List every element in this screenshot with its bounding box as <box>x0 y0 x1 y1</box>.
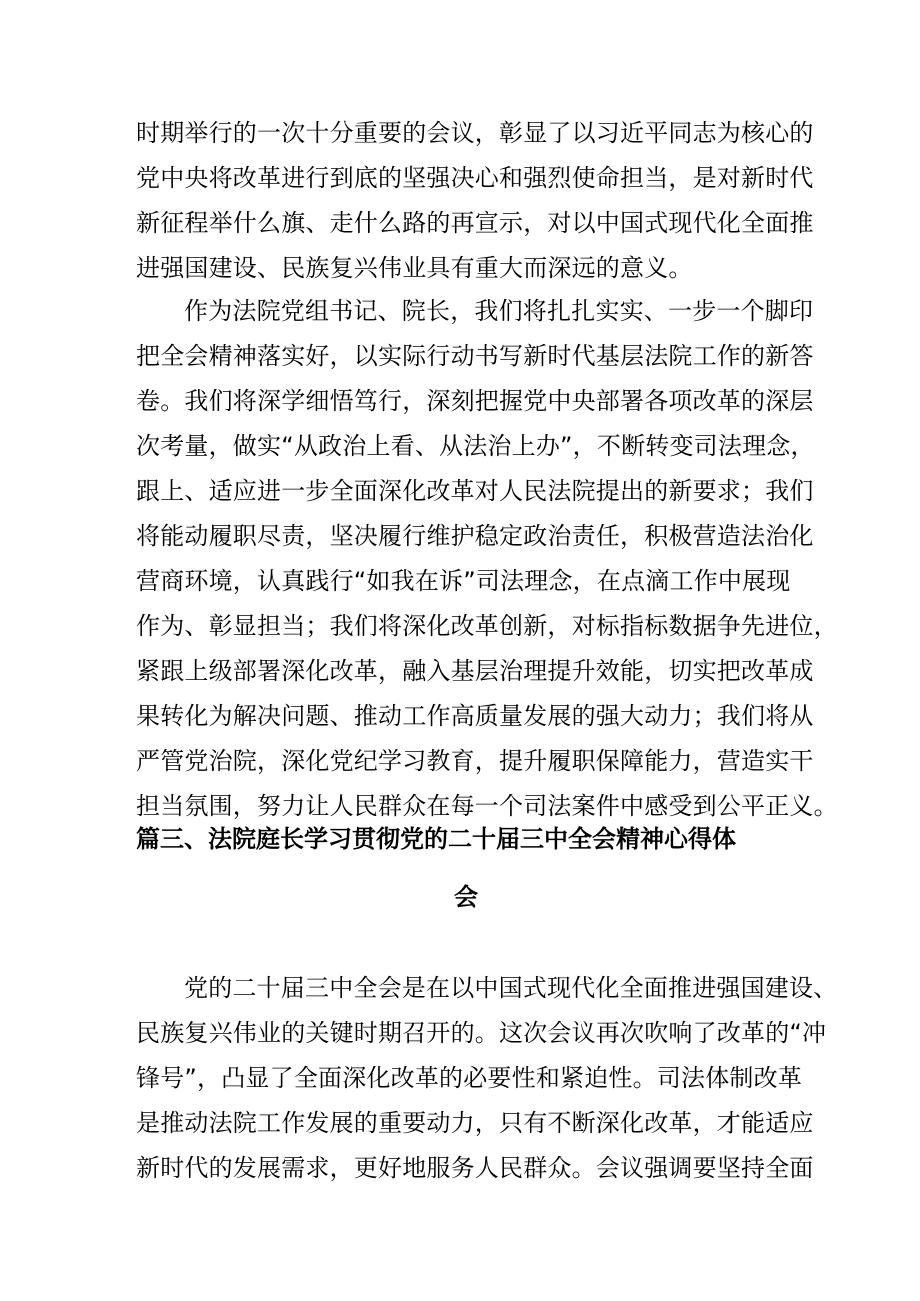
paragraph-line: 果转化为解决问题、推动工作高质量发展的强大动力；我们将从 <box>136 702 814 730</box>
paragraph-line: 新征程举什么旗、走什么路的再宣示，对以中国式现代化全面推 <box>136 209 814 237</box>
paragraph-line: 党中央将改革进行到底的坚强决心和强烈使命担当，是对新时代 <box>136 164 814 192</box>
paragraph-continuation <box>136 111 814 291</box>
paragraph-line: 卷。我们将深学细悟笃行，深刻把握党中央部署各项改革的深层 <box>136 387 814 415</box>
paragraph-line: 党的二十届三中全会是在以中国式现代化全面推进强国建设、 <box>184 974 838 1002</box>
paragraph-line: 作为、彰显担当；我们将深化改革创新，对标指标数据争先进位， <box>136 612 838 640</box>
paragraph-line: 是推动法院工作发展的重要动力，只有不断深化改革，才能适应 <box>136 1109 814 1137</box>
paragraph-line: 营商环境，认真践行“如我在诉”司法理念，在点滴工作中展现 <box>136 567 791 595</box>
paragraph-line: 将能动履职尽责，坚决履行维护稳定政治责任，积极营造法治化 <box>136 522 814 550</box>
paragraph-line: 民族复兴伟业的关键时期召开的。这次会议再次吹响了改革的“冲 <box>136 1019 827 1047</box>
section-heading-line: 会 <box>454 883 478 911</box>
section-heading-line: 篇三、法院庭长学习贯彻党的二十届三中全会精神心得体 <box>136 825 736 853</box>
section-heading <box>136 817 796 920</box>
paragraph-line: 严管党治院，深化党纪学习教育，提升履职保障能力，营造实干 <box>136 747 814 775</box>
paragraph-line: 作为法院党组书记、院长，我们将扎扎实实、一步一个脚印 <box>184 297 814 325</box>
paragraph-line: 担当氛围，努力让人民群众在每一个司法案件中感受到公平正义。 <box>136 792 838 820</box>
paragraph-third-plenum <box>136 966 838 1191</box>
paragraph-line: 把全会精神落实好，以实际行动书写新时代基层法院工作的新答 <box>136 342 814 370</box>
paragraph-line: 次考量，做实“从政治上看、从法治上办”，不断转变司法理念， <box>136 432 815 460</box>
paragraph-line: 新时代的发展需求，更好地服务人民群众。会议强调要坚持全面 <box>136 1154 814 1182</box>
paragraph-line: 跟上、适应进一步全面深化改革对人民法院提出的新要求；我们 <box>136 477 814 505</box>
paragraph-line: 紧跟上级部署深化改革，融入基层治理提升效能，切实把改革成 <box>136 657 814 685</box>
paragraph-line: 锋号”，凸显了全面深化改革的必要性和紧迫性。司法体制改革 <box>136 1064 803 1092</box>
paragraph-court-president <box>136 289 838 829</box>
paragraph-line: 时期举行的一次十分重要的会议，彰显了以习近平同志为核心的 <box>136 119 814 147</box>
paragraph-line: 进强国建设、民族复兴伟业具有重大而深远的意义。 <box>136 254 693 282</box>
